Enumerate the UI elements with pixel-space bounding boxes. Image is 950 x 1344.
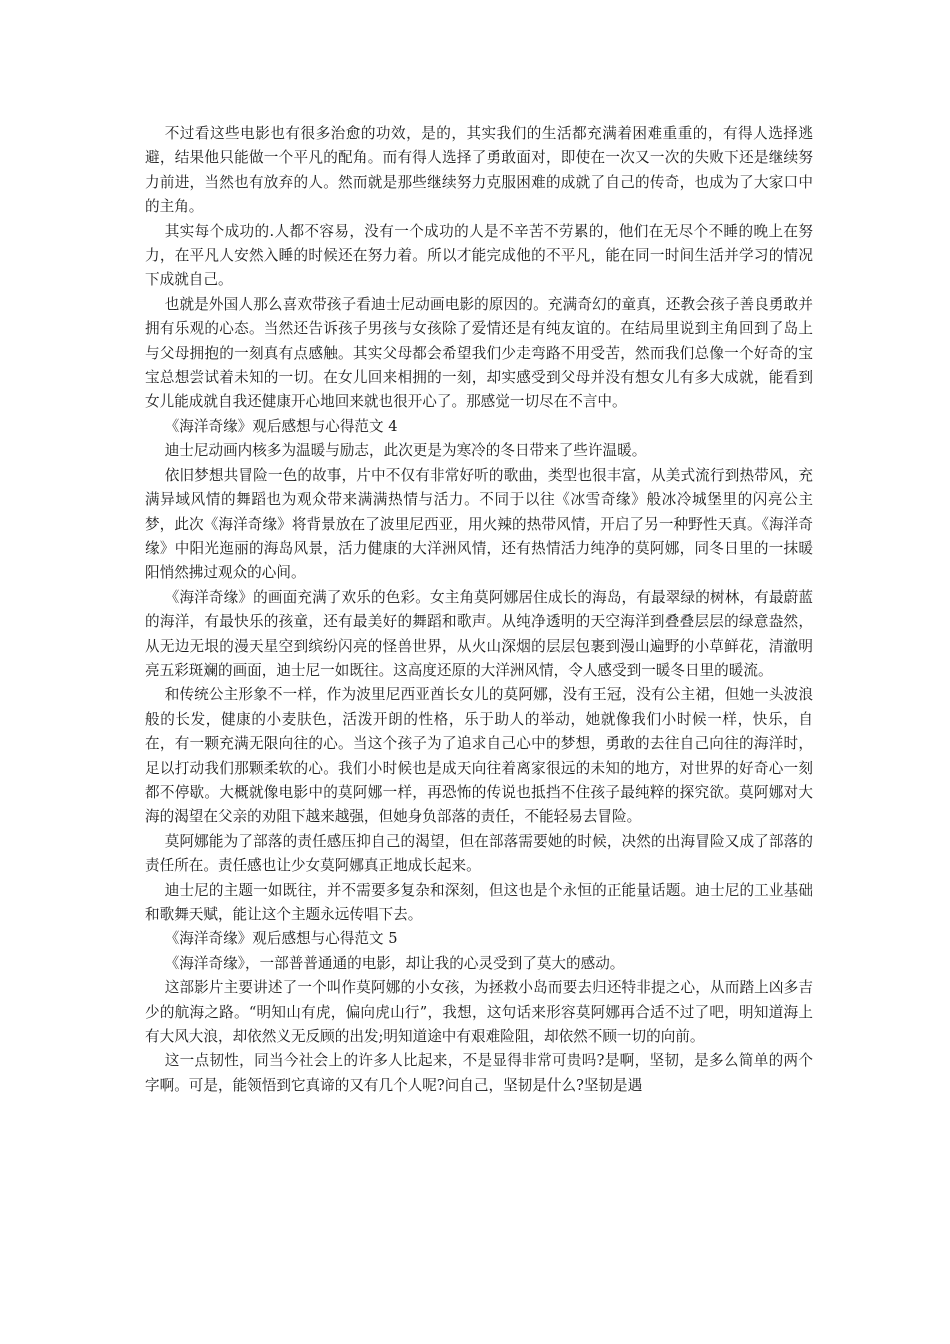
paragraph: 《海洋奇缘》，一部普普通通的电影，却让我的心灵受到了莫大的感动。 (164, 954, 625, 972)
paragraph: 不过看这些电影也有很多治愈的功效，是的，其实我们的生活都充满着困难重重的，有得人选择逃避，结果他只能做一个平凡的配角。而有得人选择了勇敢面对，即使在一次又一次的失败下还是继续努力前进，当然也有放弃的人。然而就是那些继续努力克服困难的成就了自己的传奇，也成为了大家口中的主角。 (145, 125, 813, 216)
paragraph: 迪士尼动画内核多为温暖与励志，此次更是为寒冷的冬日带来了些许温暖。 (164, 442, 647, 460)
paragraph: 《海洋奇缘》的画面充满了欢乐的色彩。女主角莫阿娜居住成长的海岛，有最翠绿的树林，有最蔚蓝的海洋，有最快乐的孩童，还有最美好的舞蹈和歌声。从纯净透明的天空海洋到叠叠层层的绿意盎然，从无边无垠的漫天星空到缤纷闪亮的怪兽世界，从火山深烟的层层包裹到漫山遍野的小草鲜花，清澈明亮五彩斑斓的画面，迪士尼一如既往。这高度还原的大洋洲风情，令人感受到一暖冬日里的暖流。 (145, 588, 813, 679)
paragraph: 其实每个成功的.人都不容易，没有一个成功的人是不辛苦不劳累的，他们在无尽个不睡的晚上在努力，在平凡人安然入睡的时候还在努力着。所以才能完成他的不平凡，能在同一时间生活并学习的情况下成就自己。 (145, 222, 813, 289)
paragraph: 也就是外国人那么喜欢带孩子看迪士尼动画电影的原因的。充满奇幻的童真，还教会孩子善良勇敢并拥有乐观的心态。当然还告诉孩子男孩与女孩除了爱情还是有纯友谊的。在结局里说到主角回到了岛上与父母拥抱的一刻真有点感触。其实父母都会希望我们少走弯路不用受苦，然而我们总像一个好奇的宝宝总想尝试着未知的一切。在女儿回来相拥的一刻，却实感受到父母并没有想女儿有多大成就，能看到女儿能成就自我还健康开心地回来就也很开心了。那感觉一切尽在不言中。 (145, 295, 813, 411)
paragraph: 这部影片主要讲述了一个叫作莫阿娜的小女孩，为拯救小岛而要去归还特非提之心，从而踏上凶多吉少的航海之路。“明知山有虎，偏向虎山行”，我想，这句话来形容莫阿娜再合适不过了吧，明知道海上有大风大浪，却依然义无反顾的出发;明知道途中有艰难险阻，却依然不顾一切的向前。 (145, 979, 813, 1046)
paragraph: 迪士尼的主题一如既往，并不需要多复杂和深刻，但这也是个永恒的正能量话题。迪士尼的工业基础和歌舞天赋，能让这个主题永远传唱下去。 (145, 881, 813, 923)
paragraph: 依旧梦想共冒险一色的故事，片中不仅有非常好听的歌曲，类型也很丰富，从美式流行到热带风，充满异域风情的舞蹈也为观众带来满满热情与活力。不同于以往《冰雪奇缘》般冰冷城堡里的闪亮公主梦，此次《海洋奇缘》将背景放在了波里尼西亚，用火辣的热带风情，开启了另一种野性天真。《海洋奇缘》中阳光迤丽的海岛风景，活力健康的大洋洲风情，还有热情活力纯净的莫阿娜，同冬日里的一抹暖阳悄然拂过观众的心间。 (145, 466, 813, 582)
section-heading: 《海洋奇缘》观后感想与心得范文 4 (164, 417, 398, 435)
paragraph: 莫阿娜能为了部落的责任感压抑自己的渴望，但在部落需要她的时候，决然的出海冒险又成了部落的责任所在。责任感也让少女莫阿娜真正地成长起来。 (145, 832, 813, 875)
paragraph: 这一点韧性，同当今社会上的许多人比起来，不是显得非常可贵吗?是啊，坚韧，是多么简单的两个字啊。可是，能领悟到它真谛的又有几个人呢?问自己，坚韧是什么?坚韧是遇 (145, 1052, 813, 1094)
section-heading: 《海洋奇缘》观后感想与心得范文 5 (164, 930, 398, 948)
paragraph: 和传统公主形象不一样，作为波里尼西亚酋长女儿的莫阿娜，没有王冠，没有公主裙，但她一头波浪般的长发，健康的小麦肤色，活泼开朗的性格，乐于助人的举动，她就像我们小时候一样，快乐，自在，有一颗充满无限向往的心。当这个孩子为了追求自己心中的梦想，勇敢的去往自己向往的海洋时，足以打动我们那颗柔软的心。我们小时候也是成天向往着离家很远的未知的地方，对世界的好奇心一刻都不停歇。大概就像电影中的莫阿娜一样，再恐怖的传说也抵挡不住孩子最纯粹的探究欲。莫阿娜对大海的渴望在父亲的劝阻下越来越强，但她身负部落的责任，不能轻易去冒险。 (145, 686, 813, 826)
document-body (145, 122, 813, 1098)
